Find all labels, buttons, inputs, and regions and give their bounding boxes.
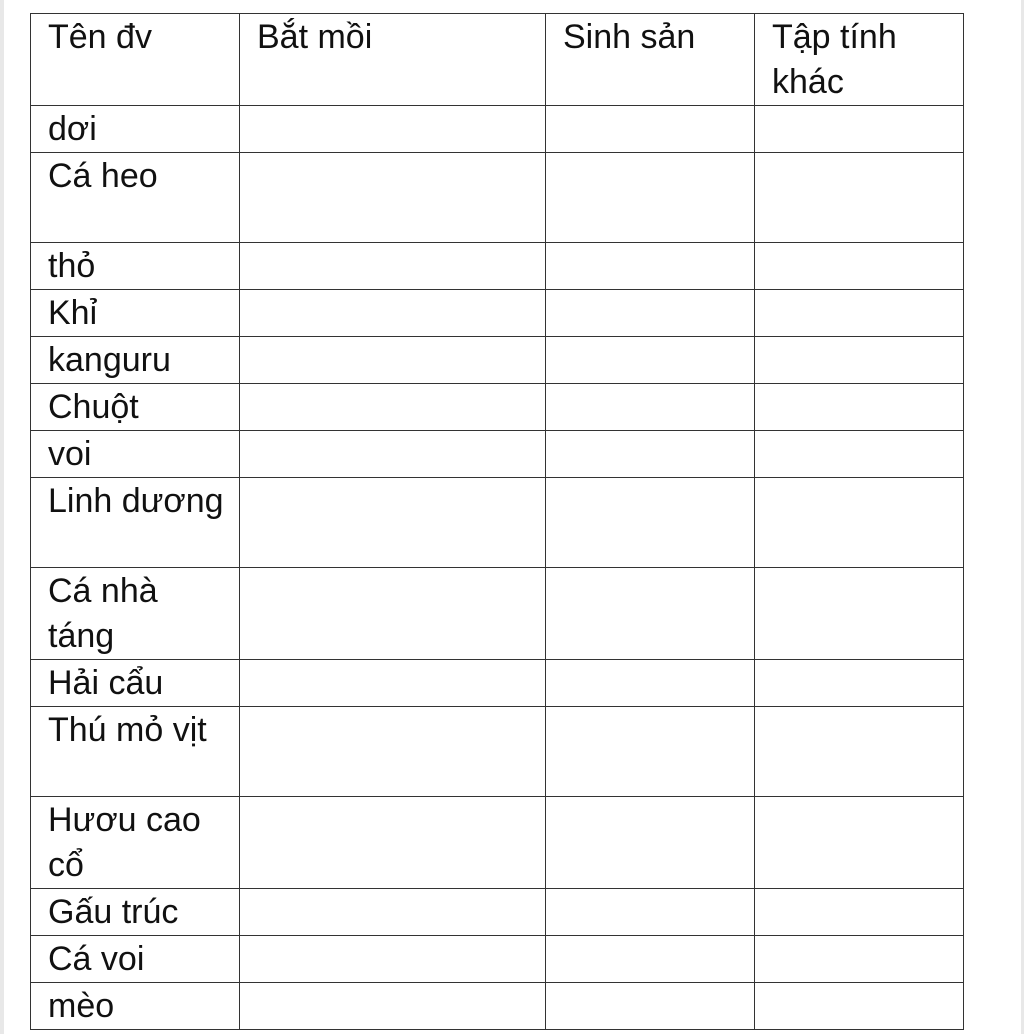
table-row — [31, 889, 964, 936]
catch-prey-cell — [240, 889, 546, 936]
catch-prey-cell — [240, 478, 546, 568]
header-name: Tên đv — [31, 14, 240, 106]
reproduction-cell — [546, 983, 755, 1030]
animal-name-cell: Chuột — [31, 384, 240, 431]
reproduction-cell — [546, 153, 755, 243]
table-row — [31, 983, 964, 1030]
other-behavior-cell — [755, 478, 964, 568]
table-row — [31, 106, 964, 153]
reproduction-cell — [546, 290, 755, 337]
catch-prey-cell — [240, 431, 546, 478]
reproduction-cell — [546, 936, 755, 983]
animal-name-cell: dơi — [31, 106, 240, 153]
table-row — [31, 660, 964, 707]
other-behavior-cell — [755, 889, 964, 936]
other-behavior-cell — [755, 337, 964, 384]
animal-name-cell: Khỉ — [31, 290, 240, 337]
reproduction-cell — [546, 431, 755, 478]
animal-name-cell: mèo — [31, 983, 240, 1030]
other-behavior-cell — [755, 707, 964, 797]
table-row — [31, 568, 964, 660]
other-behavior-cell — [755, 384, 964, 431]
animal-name-cell: Cá heo — [31, 153, 240, 243]
other-behavior-cell — [755, 568, 964, 660]
animal-name-cell: Hươu cao cổ — [31, 797, 240, 889]
table-row — [31, 707, 964, 797]
reproduction-cell — [546, 478, 755, 568]
table-row — [31, 243, 964, 290]
reproduction-cell — [546, 707, 755, 797]
table-row — [31, 337, 964, 384]
other-behavior-cell — [755, 106, 964, 153]
reproduction-cell — [546, 660, 755, 707]
header-catch-prey: Bắt mồi — [240, 14, 546, 106]
header-other-behavior: Tập tính khác — [755, 14, 964, 106]
table-row — [31, 153, 964, 243]
other-behavior-cell — [755, 431, 964, 478]
table-row — [31, 797, 964, 889]
animal-name-cell: Linh dương — [31, 478, 240, 568]
catch-prey-cell — [240, 153, 546, 243]
catch-prey-cell — [240, 983, 546, 1030]
other-behavior-cell — [755, 983, 964, 1030]
reproduction-cell — [546, 384, 755, 431]
animal-name-cell: Hải cẩu — [31, 660, 240, 707]
reproduction-cell — [546, 106, 755, 153]
reproduction-cell — [546, 337, 755, 384]
reproduction-cell — [546, 568, 755, 660]
table-row — [31, 290, 964, 337]
catch-prey-cell — [240, 936, 546, 983]
other-behavior-cell — [755, 243, 964, 290]
catch-prey-cell — [240, 290, 546, 337]
header-reproduction: Sinh sản — [546, 14, 755, 106]
animal-name-cell: kanguru — [31, 337, 240, 384]
animal-name-cell: voi — [31, 431, 240, 478]
reproduction-cell — [546, 243, 755, 290]
catch-prey-cell — [240, 337, 546, 384]
catch-prey-cell — [240, 797, 546, 889]
scan-edge-left — [0, 0, 4, 1034]
table-row — [31, 936, 964, 983]
reproduction-cell — [546, 797, 755, 889]
animal-name-cell: Cá voi — [31, 936, 240, 983]
table-header-row — [31, 14, 964, 106]
animal-behavior-table — [30, 13, 964, 1030]
table-row — [31, 384, 964, 431]
catch-prey-cell — [240, 106, 546, 153]
catch-prey-cell — [240, 707, 546, 797]
other-behavior-cell — [755, 290, 964, 337]
other-behavior-cell — [755, 153, 964, 243]
catch-prey-cell — [240, 243, 546, 290]
table-row — [31, 478, 964, 568]
other-behavior-cell — [755, 660, 964, 707]
animal-name-cell: Cá nhà táng — [31, 568, 240, 660]
animal-name-cell: thỏ — [31, 243, 240, 290]
other-behavior-cell — [755, 797, 964, 889]
animal-name-cell: Gấu trúc — [31, 889, 240, 936]
animal-name-cell: Thú mỏ vịt — [31, 707, 240, 797]
table-row — [31, 431, 964, 478]
catch-prey-cell — [240, 384, 546, 431]
reproduction-cell — [546, 889, 755, 936]
other-behavior-cell — [755, 936, 964, 983]
catch-prey-cell — [240, 568, 546, 660]
catch-prey-cell — [240, 660, 546, 707]
